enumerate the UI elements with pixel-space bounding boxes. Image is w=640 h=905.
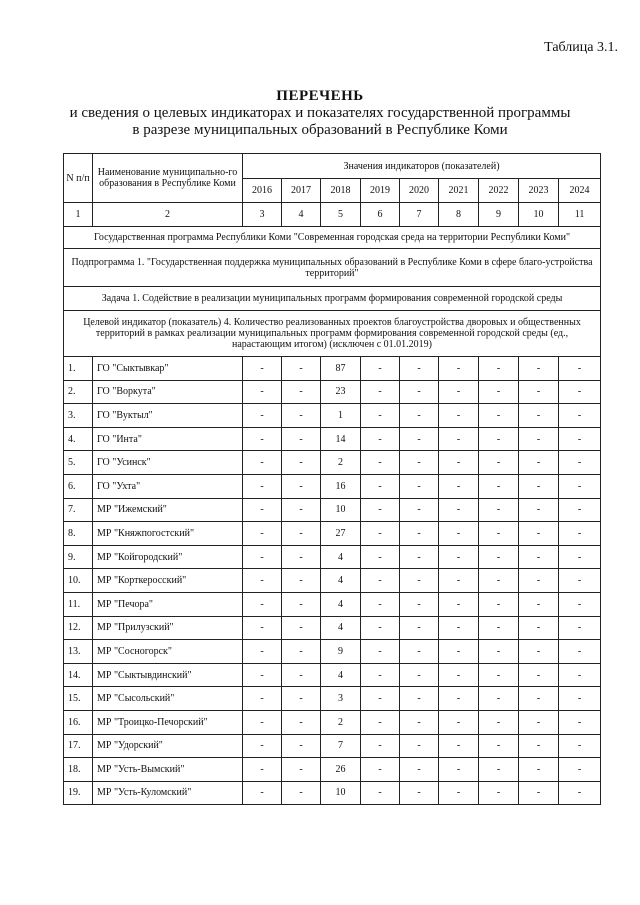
indicator-value: 23 xyxy=(321,380,361,404)
indicator-value: - xyxy=(559,380,601,404)
indicator-value: - xyxy=(479,451,519,475)
table-row xyxy=(64,545,601,569)
indicator-value: - xyxy=(400,522,439,546)
indicator-value: - xyxy=(361,545,400,569)
indicator-value: - xyxy=(400,404,439,428)
indicator-value: - xyxy=(439,758,479,782)
row-number: 9. xyxy=(64,545,93,569)
indicator-value: - xyxy=(400,734,439,758)
municipality-name: МР "Прилузский" xyxy=(93,616,243,640)
header-year: 2022 xyxy=(479,179,519,203)
indicator-value: - xyxy=(559,616,601,640)
header-year: 2016 xyxy=(243,179,282,203)
municipality-name: МР "Сысольский" xyxy=(93,687,243,711)
indicator-value: - xyxy=(519,640,559,664)
indicator-value: - xyxy=(559,545,601,569)
indicator-value: - xyxy=(479,545,519,569)
indicator-value: - xyxy=(400,663,439,687)
header-num: N п/п xyxy=(64,154,93,203)
table-row xyxy=(64,758,601,782)
title-line-2: в разрезе муниципальных образований в Республике Коми xyxy=(132,122,508,138)
indicator-value: - xyxy=(439,380,479,404)
row-number: 7. xyxy=(64,498,93,522)
column-number: 5 xyxy=(321,203,361,227)
indicator-value: - xyxy=(439,404,479,428)
municipality-name: ГО "Сыктывкар" xyxy=(93,357,243,381)
indicator-value: - xyxy=(282,380,321,404)
table-row xyxy=(64,569,601,593)
indicator-value: - xyxy=(243,545,282,569)
indicator-value: 26 xyxy=(321,758,361,782)
indicator-value: - xyxy=(361,687,400,711)
indicator-value: - xyxy=(243,357,282,381)
indicator-value: - xyxy=(439,616,479,640)
indicator-value: - xyxy=(559,474,601,498)
indicator-value: - xyxy=(519,734,559,758)
indicator-value: - xyxy=(400,640,439,664)
indicator-value: - xyxy=(243,522,282,546)
indicator-value: - xyxy=(400,710,439,734)
indicator-value: - xyxy=(400,592,439,616)
indicator-value: - xyxy=(361,569,400,593)
row-number: 10. xyxy=(64,569,93,593)
municipality-name: МР "Сосногорск" xyxy=(93,640,243,664)
indicator-value: - xyxy=(519,710,559,734)
indicator-value: 4 xyxy=(321,663,361,687)
indicator-value: - xyxy=(439,427,479,451)
indicator-value: - xyxy=(519,781,559,805)
indicator-value: 27 xyxy=(321,522,361,546)
indicator-value: - xyxy=(361,640,400,664)
indicator-value: - xyxy=(361,357,400,381)
municipality-name: МР "Сыктывдинский" xyxy=(93,663,243,687)
table-row xyxy=(64,616,601,640)
indicator-value: 2 xyxy=(321,710,361,734)
municipality-name: ГО "Усинск" xyxy=(93,451,243,475)
indicator-value: - xyxy=(243,734,282,758)
indicator-value: - xyxy=(400,451,439,475)
row-number: 15. xyxy=(64,687,93,711)
indicator-row: Целевой индикатор (показатель) 4. Количество реализованных проектов благоустройства дворовых и общественных территорий в рамках реализации муниципальных программ формирования современной городской среды (ед., нарастающим итогом) (исключен с 01.01.2019) xyxy=(64,311,601,357)
indicator-value: - xyxy=(559,758,601,782)
indicator-value: - xyxy=(361,451,400,475)
indicator-value: - xyxy=(400,357,439,381)
indicator-value: - xyxy=(361,734,400,758)
indicator-value: - xyxy=(361,522,400,546)
indicator-value: - xyxy=(361,474,400,498)
table-row xyxy=(64,592,601,616)
indicator-value: - xyxy=(282,663,321,687)
indicator-value: - xyxy=(519,687,559,711)
indicator-value: - xyxy=(479,498,519,522)
indicator-value: - xyxy=(361,663,400,687)
row-number: 16. xyxy=(64,710,93,734)
document-title xyxy=(0,88,640,139)
column-number: 8 xyxy=(439,203,479,227)
indicator-value: - xyxy=(559,498,601,522)
indicator-value: 7 xyxy=(321,734,361,758)
indicator-value: - xyxy=(479,758,519,782)
indicator-value: - xyxy=(519,498,559,522)
indicator-value: - xyxy=(439,498,479,522)
table-row xyxy=(64,498,601,522)
municipality-name: ГО "Воркута" xyxy=(93,380,243,404)
municipality-name: МР "Усть-Вымский" xyxy=(93,758,243,782)
indicator-value: - xyxy=(519,616,559,640)
table-row xyxy=(64,734,601,758)
indicator-value: - xyxy=(479,663,519,687)
row-number: 13. xyxy=(64,640,93,664)
municipality-name: МР "Усть-Куломский" xyxy=(93,781,243,805)
column-number: 2 xyxy=(93,203,243,227)
indicator-value: - xyxy=(439,451,479,475)
indicator-value: - xyxy=(479,592,519,616)
indicator-value: 3 xyxy=(321,687,361,711)
indicator-value: - xyxy=(559,734,601,758)
indicator-value: - xyxy=(479,734,519,758)
indicator-value: - xyxy=(282,569,321,593)
column-number: 3 xyxy=(243,203,282,227)
indicator-value: - xyxy=(282,734,321,758)
indicator-value: - xyxy=(361,380,400,404)
indicator-value: - xyxy=(243,569,282,593)
header-values: Значения индикаторов (показателей) xyxy=(243,154,601,179)
indicator-value: - xyxy=(282,758,321,782)
row-number: 8. xyxy=(64,522,93,546)
indicator-value: - xyxy=(519,545,559,569)
indicator-value: - xyxy=(400,616,439,640)
indicator-value: - xyxy=(519,404,559,428)
indicator-value: 14 xyxy=(321,427,361,451)
indicator-value: - xyxy=(519,569,559,593)
indicator-value: 9 xyxy=(321,640,361,664)
indicator-value: - xyxy=(439,545,479,569)
indicator-value: - xyxy=(479,404,519,428)
column-number: 4 xyxy=(282,203,321,227)
header-year: 2019 xyxy=(361,179,400,203)
indicator-value: - xyxy=(282,616,321,640)
table-row xyxy=(64,451,601,475)
indicator-value: - xyxy=(439,781,479,805)
indicator-value: - xyxy=(243,474,282,498)
indicator-value: - xyxy=(361,498,400,522)
indicator-value: - xyxy=(439,710,479,734)
indicators-table xyxy=(63,153,601,805)
indicator-value: - xyxy=(282,357,321,381)
indicator-value: - xyxy=(519,357,559,381)
indicator-value: - xyxy=(439,474,479,498)
municipality-name: ГО "Вуктыл" xyxy=(93,404,243,428)
row-number: 1. xyxy=(64,357,93,381)
indicator-value: 87 xyxy=(321,357,361,381)
indicator-value: - xyxy=(282,427,321,451)
indicator-value: - xyxy=(479,380,519,404)
row-number: 19. xyxy=(64,781,93,805)
indicator-value: - xyxy=(361,404,400,428)
indicator-value: 4 xyxy=(321,592,361,616)
indicator-value: - xyxy=(559,781,601,805)
indicator-value: 10 xyxy=(321,498,361,522)
municipality-name: МР "Троицко-Печорский" xyxy=(93,710,243,734)
indicator-value: - xyxy=(400,474,439,498)
table-row xyxy=(64,710,601,734)
indicator-value: - xyxy=(479,616,519,640)
indicator-value: - xyxy=(243,710,282,734)
indicator-value: - xyxy=(400,687,439,711)
row-number: 14. xyxy=(64,663,93,687)
column-number: 11 xyxy=(559,203,601,227)
indicator-value: - xyxy=(361,592,400,616)
table-row xyxy=(64,781,601,805)
indicator-value: - xyxy=(559,640,601,664)
header-year: 2020 xyxy=(400,179,439,203)
indicator-value: - xyxy=(243,451,282,475)
indicator-value: - xyxy=(439,687,479,711)
indicator-value: - xyxy=(282,545,321,569)
indicator-value: - xyxy=(400,569,439,593)
indicator-value: - xyxy=(243,687,282,711)
indicator-value: 1 xyxy=(321,404,361,428)
indicator-value: 4 xyxy=(321,616,361,640)
indicator-value: - xyxy=(479,357,519,381)
indicator-value: - xyxy=(559,451,601,475)
indicator-value: - xyxy=(519,592,559,616)
header-name: Наименование муниципально-го образования в Республике Коми xyxy=(93,154,243,203)
indicator-value: - xyxy=(282,522,321,546)
header-year: 2017 xyxy=(282,179,321,203)
indicator-value: - xyxy=(439,734,479,758)
header-year: 2018 xyxy=(321,179,361,203)
indicator-value: - xyxy=(282,474,321,498)
indicator-value: - xyxy=(559,663,601,687)
row-number: 5. xyxy=(64,451,93,475)
indicator-value: - xyxy=(282,498,321,522)
municipality-name: МР "Корткеросский" xyxy=(93,569,243,593)
column-number: 6 xyxy=(361,203,400,227)
indicator-value: - xyxy=(282,640,321,664)
indicator-value: - xyxy=(559,427,601,451)
column-number: 9 xyxy=(479,203,519,227)
indicator-value: - xyxy=(361,710,400,734)
row-number: 2. xyxy=(64,380,93,404)
indicator-value: - xyxy=(282,710,321,734)
indicator-value: - xyxy=(282,781,321,805)
indicator-value: - xyxy=(243,781,282,805)
indicator-value: - xyxy=(479,781,519,805)
indicator-value: - xyxy=(519,427,559,451)
indicator-value: - xyxy=(243,404,282,428)
indicator-value: - xyxy=(479,427,519,451)
indicator-value: - xyxy=(439,569,479,593)
indicator-value: - xyxy=(282,451,321,475)
indicator-value: - xyxy=(439,640,479,664)
indicator-value: - xyxy=(559,569,601,593)
header-year: 2024 xyxy=(559,179,601,203)
indicator-value: - xyxy=(559,710,601,734)
table-row xyxy=(64,522,601,546)
indicator-value: - xyxy=(243,380,282,404)
municipality-name: МР "Ижемский" xyxy=(93,498,243,522)
row-number: 18. xyxy=(64,758,93,782)
indicator-value: - xyxy=(243,592,282,616)
indicator-value: - xyxy=(400,545,439,569)
table-row xyxy=(64,663,601,687)
indicator-value: - xyxy=(479,687,519,711)
indicator-value: - xyxy=(400,781,439,805)
municipality-name: ГО "Ухта" xyxy=(93,474,243,498)
row-number: 4. xyxy=(64,427,93,451)
indicator-value: - xyxy=(559,522,601,546)
indicator-value: - xyxy=(361,427,400,451)
indicator-value: 2 xyxy=(321,451,361,475)
table-row xyxy=(64,427,601,451)
municipality-name: МР "Печора" xyxy=(93,592,243,616)
row-number: 6. xyxy=(64,474,93,498)
table-row xyxy=(64,640,601,664)
row-number: 11. xyxy=(64,592,93,616)
municipality-name: МР "Княжпогостский" xyxy=(93,522,243,546)
indicator-value: - xyxy=(479,569,519,593)
municipality-name: МР "Койгородский" xyxy=(93,545,243,569)
indicator-value: - xyxy=(479,522,519,546)
title-heading: ПЕРЕЧЕНЬ xyxy=(276,88,364,104)
indicator-value: - xyxy=(243,616,282,640)
indicator-value: - xyxy=(282,404,321,428)
indicator-value: - xyxy=(559,687,601,711)
indicator-value: - xyxy=(361,616,400,640)
table-row xyxy=(64,404,601,428)
indicator-value: - xyxy=(559,404,601,428)
title-line-1: и сведения о целевых индикаторах и показателях государственной программы xyxy=(69,105,571,121)
indicator-value: - xyxy=(361,758,400,782)
indicator-value: 16 xyxy=(321,474,361,498)
indicator-value: - xyxy=(243,640,282,664)
header-year: 2021 xyxy=(439,179,479,203)
table-row xyxy=(64,357,601,381)
column-number: 10 xyxy=(519,203,559,227)
indicator-value: - xyxy=(400,427,439,451)
indicator-value: - xyxy=(479,710,519,734)
indicator-value: - xyxy=(479,474,519,498)
indicator-value: - xyxy=(439,522,479,546)
table-row xyxy=(64,687,601,711)
indicator-value: 10 xyxy=(321,781,361,805)
indicator-value: - xyxy=(559,592,601,616)
column-number: 7 xyxy=(400,203,439,227)
indicator-value: - xyxy=(400,380,439,404)
indicator-value: - xyxy=(282,687,321,711)
indicator-value: - xyxy=(361,781,400,805)
indicator-value: 4 xyxy=(321,545,361,569)
indicator-value: 4 xyxy=(321,569,361,593)
table-row xyxy=(64,380,601,404)
indicator-value: - xyxy=(439,592,479,616)
indicator-value: - xyxy=(519,474,559,498)
municipality-name: МР "Удорский" xyxy=(93,734,243,758)
indicator-value: - xyxy=(439,357,479,381)
column-number: 1 xyxy=(64,203,93,227)
program-row: Государственная программа Республики Коми "Современная городская среда на территории Республики Коми" xyxy=(64,227,601,249)
indicator-value: - xyxy=(243,758,282,782)
indicator-value: - xyxy=(243,663,282,687)
table-reference: Таблица 3.1. xyxy=(544,40,618,55)
indicator-value: - xyxy=(439,663,479,687)
row-number: 17. xyxy=(64,734,93,758)
table-row xyxy=(64,474,601,498)
indicator-value: - xyxy=(519,663,559,687)
indicator-value: - xyxy=(282,592,321,616)
indicator-value: - xyxy=(400,758,439,782)
indicator-value: - xyxy=(519,451,559,475)
indicator-value: - xyxy=(519,380,559,404)
indicator-value: - xyxy=(243,427,282,451)
indicator-value: - xyxy=(400,498,439,522)
indicator-value: - xyxy=(519,522,559,546)
indicator-value: - xyxy=(243,498,282,522)
row-number: 12. xyxy=(64,616,93,640)
municipality-name: ГО "Инта" xyxy=(93,427,243,451)
indicator-value: - xyxy=(559,357,601,381)
header-year: 2023 xyxy=(519,179,559,203)
indicator-value: - xyxy=(479,640,519,664)
row-number: 3. xyxy=(64,404,93,428)
indicator-value: - xyxy=(519,758,559,782)
subprogram-row: Подпрограмма 1. "Государственная поддержка муниципальных образований в Республике Коми в сфере благо-устройства территорий" xyxy=(64,249,601,287)
task-row: Задача 1. Содействие в реализации муниципальных программ формирования современной городской среды xyxy=(64,287,601,311)
